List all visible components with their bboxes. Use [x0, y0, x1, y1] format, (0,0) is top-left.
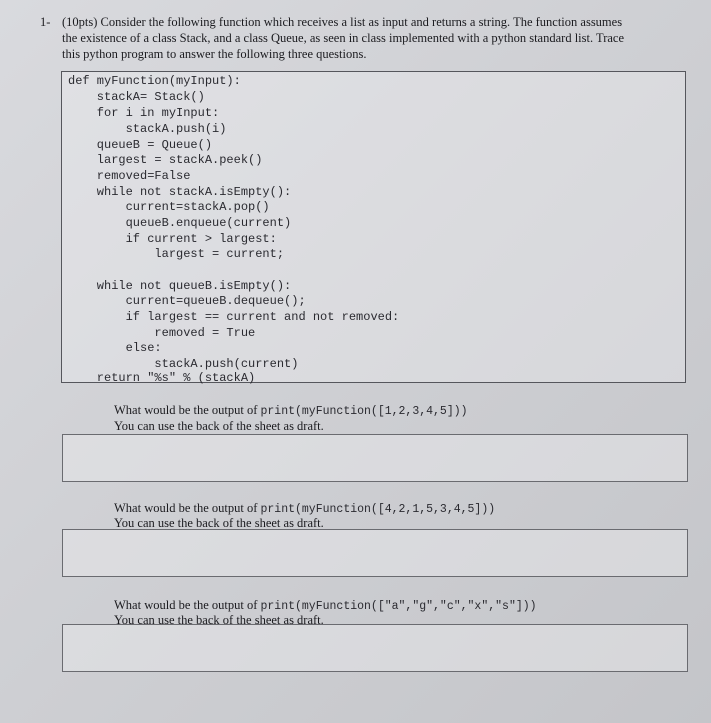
subquestion-1-code: print(myFunction([1,2,3,4,5]))	[260, 405, 468, 418]
code-line: largest = current;	[68, 247, 285, 261]
code-line: for i in myInput:	[68, 106, 220, 120]
answer-box-3[interactable]	[62, 624, 688, 672]
code-line: stackA.push(i)	[68, 122, 227, 136]
question-number: 1-	[40, 15, 51, 29]
code-line: removed = True	[68, 326, 256, 340]
code-line: stackA.push(current)	[68, 357, 299, 371]
answer-box-1[interactable]	[62, 434, 688, 482]
code-line: largest = stackA.peek()	[68, 153, 263, 167]
code-line: queueB.enqueue(current)	[68, 216, 292, 230]
subquestion-2-code: print(myFunction([4,2,1,5,3,4,5]))	[260, 503, 496, 516]
subquestion-3-hint: You can use the back of the sheet as draft.	[114, 613, 324, 627]
question-header	[40, 14, 640, 62]
subquestion-1-prompt: What would be the output of print(myFunction([1,2,3,4,5]))	[114, 403, 468, 418]
answer-box-2[interactable]	[62, 529, 688, 577]
subquestion-1-hint: You can use the back of the sheet as draft.	[114, 419, 324, 433]
code-line: current=queueB.dequeue();	[68, 294, 306, 308]
subquestion-2-prompt: What would be the output of print(myFunction([4,2,1,5,3,4,5]))	[114, 501, 496, 516]
code-line: while not queueB.isEmpty():	[68, 279, 292, 293]
subquestion-3-prompt: What would be the output of print(myFunction(["a","g","c","x","s"]))	[114, 598, 537, 613]
code-line: removed=False	[68, 169, 191, 183]
question-text: (10pts) Consider the following function which receives a list as input and returns a string. The function assumes the existence of a class Stack, and a class Queue, as seen in class implemented with a python standard list. Trace this python program to answer the following three questions.	[62, 15, 624, 61]
code-line: if current > largest:	[68, 232, 277, 246]
code-line: if largest == current and not removed:	[68, 310, 400, 324]
subquestion-2-hint: You can use the back of the sheet as draft.	[114, 516, 324, 530]
code-line: while not stackA.isEmpty():	[68, 185, 292, 199]
code-block	[61, 71, 686, 383]
code-line: else:	[68, 341, 162, 355]
code-line: return "%s" % (stackA)	[68, 371, 256, 385]
subquestion-3-code: print(myFunction(["a","g","c","x","s"]))	[260, 600, 537, 613]
code-line: current=stackA.pop()	[68, 200, 270, 214]
code-line: def myFunction(myInput):	[68, 74, 241, 88]
code-line: queueB = Queue()	[68, 138, 213, 152]
code-line: stackA= Stack()	[68, 90, 205, 104]
